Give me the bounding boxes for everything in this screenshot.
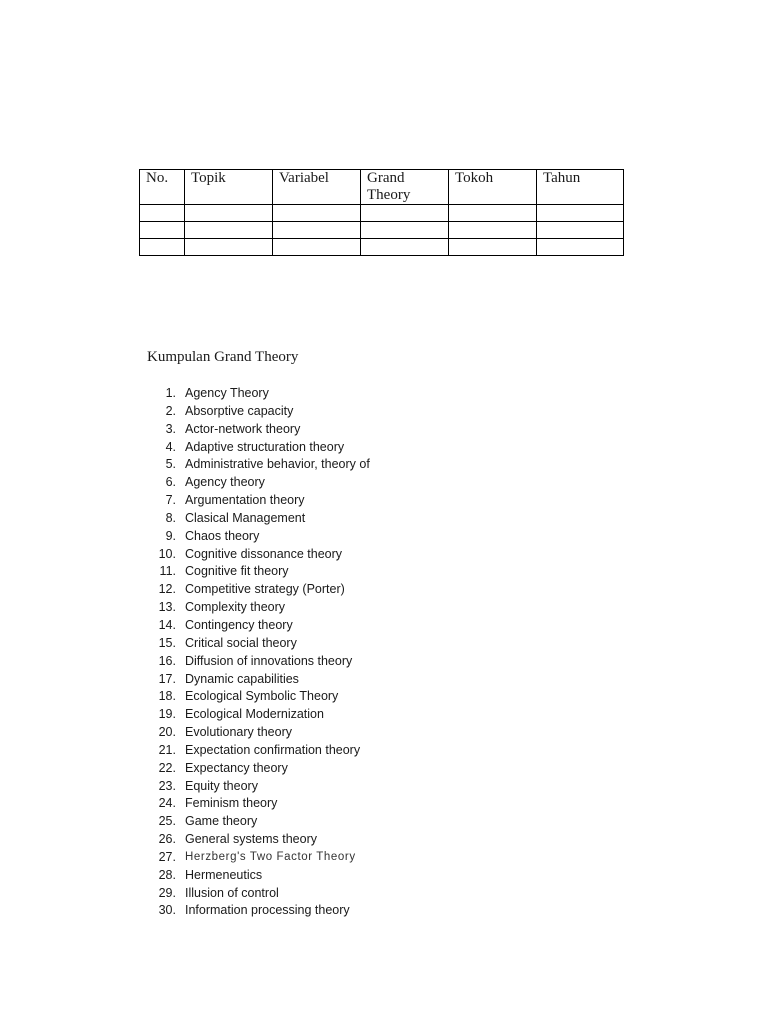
list-item-label: Expectancy theory xyxy=(185,760,288,775)
list-item xyxy=(150,760,370,778)
list-item xyxy=(150,385,370,403)
list-item-label: Information processing theory xyxy=(185,903,350,918)
list-item-number: 12. xyxy=(158,582,176,597)
theory-list xyxy=(150,385,370,920)
list-item-number: 29. xyxy=(158,885,176,900)
list-item-label: Equity theory xyxy=(185,778,258,793)
list-item-number: 4. xyxy=(165,439,176,454)
list-item-label: Clasical Management xyxy=(185,510,306,525)
column-header-tahun: Tahun xyxy=(537,170,624,205)
list-item xyxy=(150,546,370,564)
list-item-number: 14. xyxy=(158,617,176,632)
list-item xyxy=(150,528,370,546)
list-item-label: Feminism theory xyxy=(185,796,278,811)
theory-table xyxy=(139,169,624,256)
list-item xyxy=(150,902,370,920)
list-item xyxy=(150,599,370,617)
list-item-label: Cognitive dissonance theory xyxy=(185,546,343,561)
list-item-number: 19. xyxy=(158,707,176,722)
table-row xyxy=(140,222,624,239)
list-item-label: Contingency theory xyxy=(185,617,293,632)
list-item xyxy=(150,581,370,599)
list-item-number: 6. xyxy=(165,475,176,490)
list-item-label: Diffusion of innovations theory xyxy=(185,653,353,668)
list-item xyxy=(150,617,370,635)
table-cell xyxy=(361,239,449,256)
list-item xyxy=(150,635,370,653)
list-item xyxy=(150,563,370,581)
list-item-label: Agency theory xyxy=(185,475,265,490)
list-item-number: 24. xyxy=(158,796,176,811)
list-item-label: Hermeneutics xyxy=(185,867,263,882)
list-item xyxy=(150,742,370,760)
table-cell xyxy=(361,222,449,239)
table-header-row xyxy=(140,170,624,205)
list-item-label: Competitive strategy (Porter) xyxy=(185,582,345,597)
list-item xyxy=(150,813,370,831)
section-title: Kumpulan Grand Theory xyxy=(147,349,299,365)
list-item-label: General systems theory xyxy=(185,832,317,847)
list-item-label: Cognitive fit theory xyxy=(185,564,289,579)
list-item-number: 18. xyxy=(158,689,176,704)
table-cell xyxy=(185,239,273,256)
list-item xyxy=(150,439,370,457)
list-item-label: Illusion of control xyxy=(185,885,279,900)
list-item-number: 27. xyxy=(158,849,176,864)
list-item-number: 25. xyxy=(158,814,176,829)
column-header-no: No. xyxy=(140,170,185,205)
table-body xyxy=(140,205,624,256)
list-item-label: Expectation confirmation theory xyxy=(185,742,361,757)
table-row xyxy=(140,239,624,256)
list-item-number: 1. xyxy=(165,386,176,400)
list-item-number: 21. xyxy=(158,742,176,757)
list-item-number: 13. xyxy=(158,600,176,615)
list-item-label: Ecological Modernization xyxy=(185,707,324,722)
table-cell xyxy=(140,222,185,239)
table-cell xyxy=(449,222,537,239)
list-item-label: Argumentation theory xyxy=(185,493,305,508)
table-cell xyxy=(273,222,361,239)
list-item xyxy=(150,867,370,885)
column-header-grand-theory: Grand Theory xyxy=(361,170,449,205)
list-item-label: Evolutionary theory xyxy=(185,725,293,740)
list-item xyxy=(150,421,370,439)
list-item xyxy=(150,671,370,689)
list-item xyxy=(150,885,370,903)
list-item xyxy=(150,795,370,813)
table-cell xyxy=(273,239,361,256)
list-item-number: 16. xyxy=(158,653,176,668)
list-item-number: 26. xyxy=(158,832,176,847)
list-item-label: Adaptive structuration theory xyxy=(185,439,345,454)
table-cell xyxy=(537,205,624,222)
list-item xyxy=(150,474,370,492)
table-cell xyxy=(185,222,273,239)
list-item-number: 30. xyxy=(158,903,176,918)
list-item-number: 7. xyxy=(165,493,176,508)
list-item-number: 9. xyxy=(165,528,176,543)
column-header-variabel: Variabel xyxy=(273,170,361,205)
list-item-label: Game theory xyxy=(185,814,258,829)
table-cell xyxy=(449,239,537,256)
list-item-label: Absorptive capacity xyxy=(185,403,294,418)
list-item-number: 17. xyxy=(158,671,176,686)
list-item-label: Complexity theory xyxy=(185,600,286,615)
table-cell xyxy=(537,239,624,256)
table-cell xyxy=(140,239,185,256)
column-header-topik: Topik xyxy=(185,170,273,205)
list-item xyxy=(150,706,370,724)
table-cell xyxy=(140,205,185,222)
table-cell xyxy=(449,205,537,222)
list-item-number: 2. xyxy=(165,403,176,418)
list-item xyxy=(150,849,370,867)
list-item-label: Critical social theory xyxy=(185,635,297,650)
list-item-number: 11. xyxy=(159,564,176,579)
list-item-label: Ecological Symbolic Theory xyxy=(185,689,339,704)
list-item-label: Actor-network theory xyxy=(185,421,301,436)
table-cell xyxy=(537,222,624,239)
list-item-label: Administrative behavior, theory of xyxy=(185,457,370,472)
list-item xyxy=(150,403,370,421)
list-item-label: Agency Theory xyxy=(185,386,269,400)
list-item xyxy=(150,778,370,796)
list-item xyxy=(150,653,370,671)
list-item xyxy=(150,492,370,510)
list-item-label: Chaos theory xyxy=(185,528,260,543)
table-cell xyxy=(273,205,361,222)
list-item-number: 15. xyxy=(158,635,176,650)
list-item xyxy=(150,456,370,474)
list-item-number: 3. xyxy=(165,421,176,436)
list-item xyxy=(150,510,370,528)
list-item-number: 28. xyxy=(158,867,176,882)
list-item-number: 10. xyxy=(158,546,176,561)
column-header-tokoh: Tokoh xyxy=(449,170,537,205)
list-item xyxy=(150,831,370,849)
list-item-number: 8. xyxy=(165,510,176,525)
table-cell xyxy=(361,205,449,222)
list-item-label: Dynamic capabilities xyxy=(185,671,299,686)
table-row xyxy=(140,205,624,222)
list-item-number: 22. xyxy=(158,760,176,775)
table-cell xyxy=(185,205,273,222)
list-item-number: 20. xyxy=(158,725,176,740)
list-item-number: 23. xyxy=(158,778,176,793)
list-item xyxy=(150,688,370,706)
list-item-number: 5. xyxy=(165,457,176,472)
list-item xyxy=(150,724,370,742)
list-item-label: Herzberg's Two Factor Theory xyxy=(185,850,356,863)
